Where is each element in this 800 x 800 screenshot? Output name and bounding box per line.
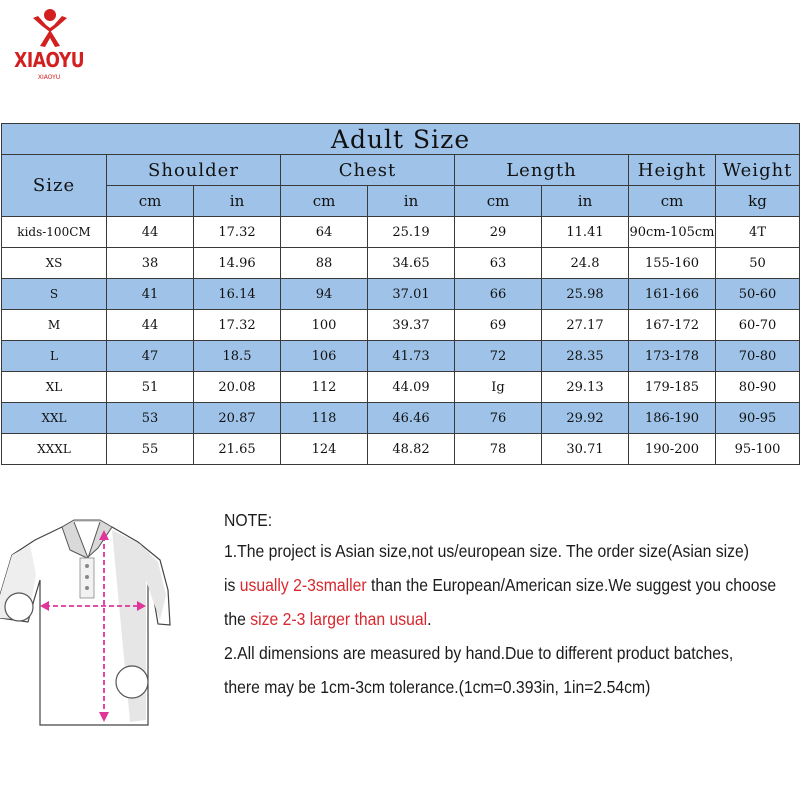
table-cell: 21.65 — [194, 434, 281, 465]
note-text: . — [427, 609, 432, 629]
table-cell: 55 — [107, 434, 194, 465]
note-heading: NOTE: — [224, 510, 273, 530]
table-cell: 44.09 — [368, 372, 455, 403]
note-line-1: 1.The project is Asian size,not us/european size. The order size(Asian size) — [224, 541, 749, 561]
table-cell: 29.13 — [542, 372, 629, 403]
table-cell: 25.98 — [542, 279, 629, 310]
note-text: than the European/American size.We suggest you choose — [366, 575, 777, 595]
table-cell: 46.46 — [368, 403, 455, 434]
table-cell: 112 — [281, 372, 368, 403]
table-cell: 27.17 — [542, 310, 629, 341]
table-cell: 161-166 — [629, 279, 716, 310]
table-cell: 11.41 — [542, 217, 629, 248]
polo-shirt-measurement-icon — [0, 500, 200, 740]
table-row — [2, 434, 800, 465]
table-title: Adult Size — [2, 124, 800, 155]
size-cell: XL — [2, 372, 107, 403]
table-cell: 60-70 — [716, 310, 800, 341]
unit-cell: in — [368, 186, 455, 217]
height-header: Height — [629, 155, 716, 186]
size-cell: L — [2, 341, 107, 372]
brand-logo-icon — [30, 8, 70, 48]
table-cell: 39.37 — [368, 310, 455, 341]
size-cell: XXL — [2, 403, 107, 434]
table-cell: 44 — [107, 310, 194, 341]
note-line-4: 2.All dimensions are measured by hand.Due to different product batches, — [224, 643, 734, 663]
note-text: is — [224, 575, 240, 595]
table-cell: 17.32 — [194, 310, 281, 341]
table-cell: 155-160 — [629, 248, 716, 279]
unit-cell: cm — [281, 186, 368, 217]
brand-logo — [8, 8, 90, 81]
table-cell: 50-60 — [716, 279, 800, 310]
table-row — [2, 248, 800, 279]
table-row — [2, 217, 800, 248]
table-cell: 29.92 — [542, 403, 629, 434]
table-cell: 90-95 — [716, 403, 800, 434]
unit-cell: cm — [629, 186, 716, 217]
table-cell: 64 — [281, 217, 368, 248]
size-column-header: Size — [2, 155, 107, 217]
table-cell: 48.82 — [368, 434, 455, 465]
table-cell: 124 — [281, 434, 368, 465]
table-cell: 17.32 — [194, 217, 281, 248]
table-cell: 179-185 — [629, 372, 716, 403]
table-row — [2, 279, 800, 310]
note-text: the — [224, 609, 251, 629]
size-cell: XS — [2, 248, 107, 279]
table-cell: 78 — [455, 434, 542, 465]
table-cell: 70-80 — [716, 341, 800, 372]
table-cell: 30.71 — [542, 434, 629, 465]
table-cell: 80-90 — [716, 372, 800, 403]
table-cell: 94 — [281, 279, 368, 310]
table-cell: 51 — [107, 372, 194, 403]
unit-cell: kg — [716, 186, 800, 217]
table-cell: 25.19 — [368, 217, 455, 248]
size-cell: M — [2, 310, 107, 341]
table-cell: 63 — [455, 248, 542, 279]
table-row — [2, 341, 800, 372]
table-cell: 95-100 — [716, 434, 800, 465]
table-cell: 34.65 — [368, 248, 455, 279]
table-cell: 69 — [455, 310, 542, 341]
table-cell: 20.08 — [194, 372, 281, 403]
size-cell: XXXL — [2, 434, 107, 465]
size-cell: S — [2, 279, 107, 310]
unit-cell: cm — [455, 186, 542, 217]
size-cell: kids-100CM — [2, 217, 107, 248]
chest-header: Chest — [281, 155, 455, 186]
shoulder-header: Shoulder — [107, 155, 281, 186]
table-cell: 38 — [107, 248, 194, 279]
table-cell: 20.87 — [194, 403, 281, 434]
table-cell: 186-190 — [629, 403, 716, 434]
brand-name: XIAOYU — [14, 48, 85, 72]
note-highlight: size 2-3 larger than usual — [250, 609, 428, 629]
table-cell: 66 — [455, 279, 542, 310]
table-row — [2, 403, 800, 434]
unit-cell: in — [542, 186, 629, 217]
note-line-2 — [224, 568, 777, 602]
table-cell: 90cm-105cm — [629, 217, 716, 248]
table-cell: 72 — [455, 341, 542, 372]
table-cell: 106 — [281, 341, 368, 372]
table-cell: 50 — [716, 248, 800, 279]
table-cell: 18.5 — [194, 341, 281, 372]
table-cell: 44 — [107, 217, 194, 248]
table-cell: 53 — [107, 403, 194, 434]
table-cell: 167-172 — [629, 310, 716, 341]
size-table-body — [2, 217, 800, 465]
note-line-5: there may be 1cm-3cm tolerance.(1cm=0.393in, 1in=2.54cm) — [224, 677, 651, 697]
table-cell: 173-178 — [629, 341, 716, 372]
length-header: Length — [455, 155, 629, 186]
table-cell: 100 — [281, 310, 368, 341]
weight-header: Weight — [716, 155, 800, 186]
size-chart-table — [1, 123, 800, 465]
table-cell: 88 — [281, 248, 368, 279]
table-row — [2, 372, 800, 403]
size-note — [224, 506, 777, 704]
table-cell: 14.96 — [194, 248, 281, 279]
brand-subname: XIAOYU — [37, 74, 61, 81]
table-cell: 190-200 — [629, 434, 716, 465]
table-cell: 37.01 — [368, 279, 455, 310]
table-cell: 24.8 — [542, 248, 629, 279]
table-cell: 76 — [455, 403, 542, 434]
note-line-3 — [224, 602, 742, 636]
table-row — [2, 310, 800, 341]
table-cell: 28.35 — [542, 341, 629, 372]
table-cell: Ig — [455, 372, 542, 403]
table-cell: 41 — [107, 279, 194, 310]
table-cell: 47 — [107, 341, 194, 372]
table-cell: 16.14 — [194, 279, 281, 310]
note-highlight: usually 2-3smaller — [239, 575, 367, 595]
unit-cell: in — [194, 186, 281, 217]
table-cell: 41.73 — [368, 341, 455, 372]
table-cell: 4T — [716, 217, 800, 248]
table-cell: 118 — [281, 403, 368, 434]
unit-cell: cm — [107, 186, 194, 217]
table-cell: 29 — [455, 217, 542, 248]
